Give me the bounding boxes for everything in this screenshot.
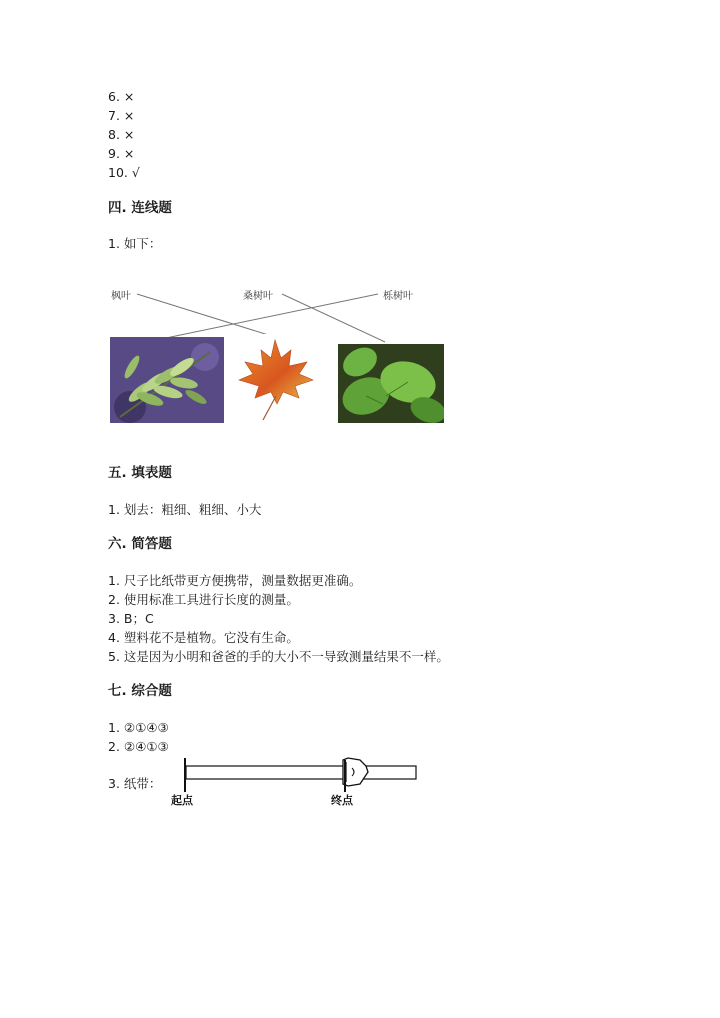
start-point-label: 起点 [171,794,193,807]
answer-9: 9. × [108,146,135,161]
label-oak-leaf: 栎树叶 [383,291,413,302]
answer-8: 8. × [108,127,135,142]
section-6-answer-4: 4. 塑料花不是植物。它没有生命。 [108,630,299,645]
label-maple-leaf: 枫叶 [111,291,131,302]
section-6-heading: 六. 简答题 [108,536,172,552]
section-6-answer-5: 5. 这是因为小明和爸爸的手的大小不一导致测量结果不一样。 [108,649,449,664]
end-point-label: 终点 [331,794,353,807]
section-4-q1: 1. 如下： [108,236,162,251]
answer-7: 7. × [108,108,135,123]
section-7-heading: 七. 综合题 [108,683,172,699]
section-4-heading: 四. 连线题 [108,200,172,216]
section-5-heading: 五. 填表题 [108,465,172,481]
section-7-answer-1: 1. ②①④③ [108,720,169,735]
section-7-q3-label: 3. 纸带： [108,776,162,791]
answer-6: 6. × [108,89,135,104]
section-7-answer-2: 2. ②④①③ [108,739,169,754]
section-5-q1: 1. 划去：粗细、粗细、小大 [108,502,262,517]
answer-10: 10. √ [108,165,140,180]
section-6-answer-3: 3. B；C [108,611,154,626]
section-6-answer-2: 2. 使用标准工具进行长度的测量。 [108,592,299,607]
label-mulberry-leaf: 桑树叶 [243,291,273,302]
section-6-answer-1: 1. 尺子比纸带更方便携带，测量数据更准确。 [108,573,362,588]
